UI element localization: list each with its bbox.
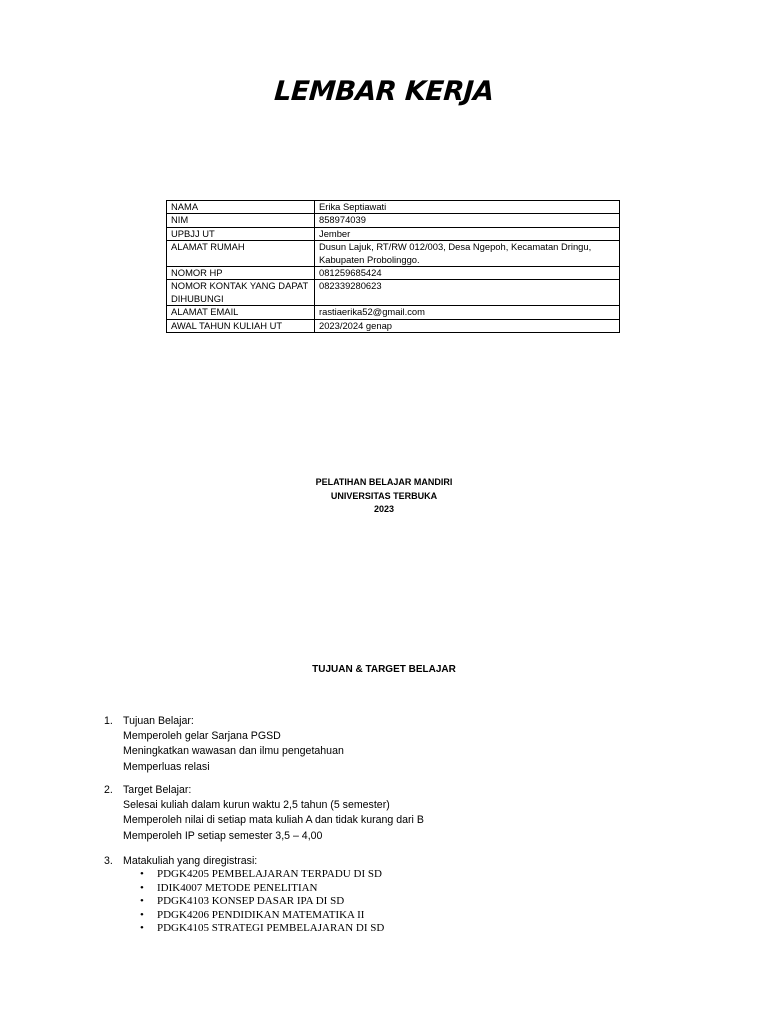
row-value: 2023/2024 genap [315, 319, 620, 332]
row-value: Jember [315, 227, 620, 240]
section-title: TUJUAN & TARGET BELAJAR [312, 664, 456, 675]
list-subitem: Memperluas relasi [123, 760, 210, 773]
course-item [140, 882, 384, 896]
course-item [140, 868, 384, 882]
list-heading: Matakuliah yang diregistrasi: [123, 855, 258, 867]
course-label: PDGK4103 KONSEP DASAR IPA DI SD [157, 895, 345, 908]
training-year: 2023 [373, 504, 395, 514]
row-label: NOMOR KONTAK YANG DAPAT DIHUBUNGI [167, 280, 315, 306]
bullet-icon: • [140, 922, 144, 935]
table-row [167, 201, 620, 214]
document-title: LEMBAR KERJA [273, 76, 495, 107]
list-subitem: Selesai kuliah dalam kurun waktu 2,5 tahun (5 semester) [123, 799, 390, 812]
table-row [167, 306, 620, 319]
list-number: 1. [104, 715, 113, 727]
training-heading [0, 476, 768, 517]
course-label: PDGK4105 STRATEGI PEMBELAJARAN DI SD [157, 922, 385, 935]
table-row [167, 214, 620, 227]
row-label: ALAMAT RUMAH [167, 241, 315, 267]
row-value: 081259685424 [315, 267, 620, 280]
row-label: AWAL TAHUN KULIAH UT [167, 319, 315, 332]
bullet-icon: • [140, 868, 144, 880]
table-row [167, 241, 620, 267]
bullet-icon: • [140, 908, 144, 921]
table-row [167, 319, 620, 332]
table-row [167, 280, 620, 306]
student-info-table [166, 200, 620, 333]
course-label: PDGK4206 PENDIDIKAN MATEMATIKA II [157, 908, 365, 921]
table-row [167, 227, 620, 240]
course-label: IDIK4007 METODE PENELITIAN [157, 881, 318, 894]
bullet-icon: • [140, 881, 144, 894]
training-title: PELATIHAN BELAJAR MANDIRI [315, 477, 453, 487]
list-subitem: Memperoleh gelar Sarjana PGSD [123, 730, 281, 743]
row-value: Dusun Lajuk, RT/RW 012/003, Desa Ngepoh, Kecamatan Dringu, Kabupaten Probolinggo. [315, 241, 620, 267]
table-row [167, 267, 620, 280]
course-item [140, 909, 384, 923]
bullet-icon: • [140, 895, 144, 908]
list-item [104, 854, 257, 869]
course-label: PDGK4205 PEMBELAJARAN TERPADU DI SD [157, 868, 382, 880]
row-label: NAMA [167, 201, 315, 214]
list-heading: Tujuan Belajar: [123, 715, 194, 727]
list-subitem: Memperoleh nilai di setiap mata kuliah A dan tidak kurang dari B [123, 814, 424, 827]
list-number: 2. [104, 784, 113, 796]
row-value: Erika Septiawati [315, 201, 620, 214]
row-value: 082339280623 [315, 280, 620, 306]
row-label: NOMOR HP [167, 267, 315, 280]
registered-courses-list [140, 868, 384, 936]
list-heading: Target Belajar: [123, 784, 192, 796]
university-name: UNIVERSITAS TERBUKA [330, 490, 438, 501]
row-label: UPBJJ UT [167, 227, 315, 240]
row-label: NIM [167, 214, 315, 227]
row-value: rastiaerika52@gmail.com [315, 306, 620, 319]
course-item [140, 895, 384, 909]
list-subitem: Memperoleh IP setiap semester 3,5 – 4,00 [123, 829, 323, 842]
list-subitem: Meningkatkan wawasan dan ilmu pengetahuan [123, 745, 344, 758]
list-item [104, 783, 424, 844]
course-item [140, 922, 384, 936]
list-number: 3. [104, 855, 113, 867]
row-label: ALAMAT EMAIL [167, 306, 315, 319]
list-item [104, 714, 344, 775]
row-value: 858974039 [315, 214, 620, 227]
